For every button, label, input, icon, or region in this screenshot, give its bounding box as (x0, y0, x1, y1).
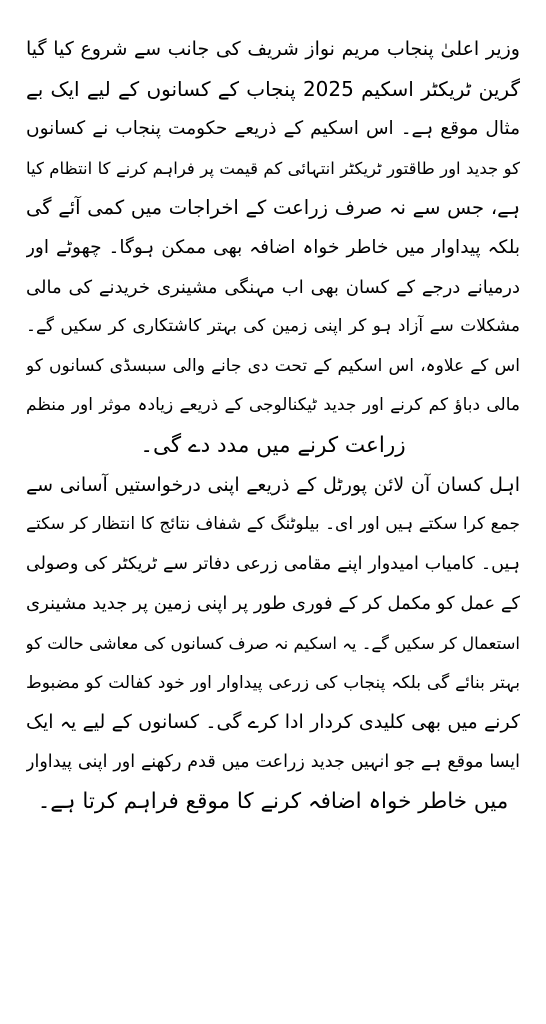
paragraph-intro (26, 30, 520, 466)
text-line: استعمال کر سکیں گے۔ یہ اسکیم نہ صرف کسانوں کی معاشی حالت کو (26, 633, 520, 653)
text-line: ایسا موقع ہے جو انہیں جدید زراعت میں قدم رکھنے اور اپنی پیداوار (26, 751, 520, 772)
text-line: بہتر بنائے گی بلکہ پنجاب کی زرعی پیداوار اور خود کفالت کو مضبوط (26, 672, 520, 693)
text-line: مالی دباؤ کم کرنے اور جدید ٹیکنالوجی کے ذریعے زیادہ موثر اور منظم (26, 395, 520, 416)
text-line: وزیر اعلیٰ پنجاب مریم نواز شریف کی جانب سے شروع کیا گیا (26, 38, 520, 60)
text-line: مشکلات سے آزاد ہو کر اپنی زمین کی بہتر کاشتکاری کر سکیں گے۔ (26, 316, 520, 337)
text-line: کو جدید اور طاقتور ٹریکٹر انتہائی کم قیمت پر فراہم کرنے کا انتظام کیا (26, 158, 520, 178)
text-line: بلکہ پیداوار میں خاطر خواہ اضافہ بھی ممکن ہوگا۔ چھوٹے اور (26, 236, 520, 258)
text-line: اہل کسان آن لائن پورٹل کے ذریعے اپنی درخواستیں آسانی سے (26, 473, 520, 496)
text-line-last: میں خاطر خواہ اضافہ کرنے کا موقع فراہم کرتا ہے۔ (37, 789, 509, 815)
text-line: ہیں۔ کامیاب امیدوار اپنے مقامی زرعی دفاتر سے ٹریکٹر کی وصولی (26, 553, 520, 574)
text-line: گرین ٹریکٹر اسکیم 2025 پنجاب کے کسانوں کے لیے ایک بے (26, 76, 520, 101)
text-line: کے عمل کو مکمل کر کے فوری طور پر اپنی زمین پر جدید مشینری (26, 593, 520, 615)
text-line: مثال موقع ہے۔ اس اسکیم کے ذریعے حکومت پنجاب نے کسانوں (26, 118, 520, 140)
text-line: اس کے علاوہ، اس اسکیم کے تحت دی جانے والی سبسڈی کسانوں کو (26, 355, 520, 376)
text-line: درمیانے درجے کے کسان بھی اب مہنگی مشینری خریدنے کی مالی (26, 276, 520, 298)
text-line: کرنے میں بھی کلیدی کردار ادا کرے گی۔ کسانوں کے لیے یہ ایک (26, 711, 520, 734)
text-line: ہے، جس سے نہ صرف زراعت کے اخراجات میں کمی آئے گی (26, 196, 520, 220)
paragraph-application (26, 466, 520, 822)
text-line: جمع کرا سکتے ہیں اور ای۔ بیلوٹنگ کے شفاف نتائج کا انتظار کر سکتے (26, 514, 520, 535)
text-line-last: زراعت کرنے میں مدد دے گی۔ (140, 432, 406, 458)
